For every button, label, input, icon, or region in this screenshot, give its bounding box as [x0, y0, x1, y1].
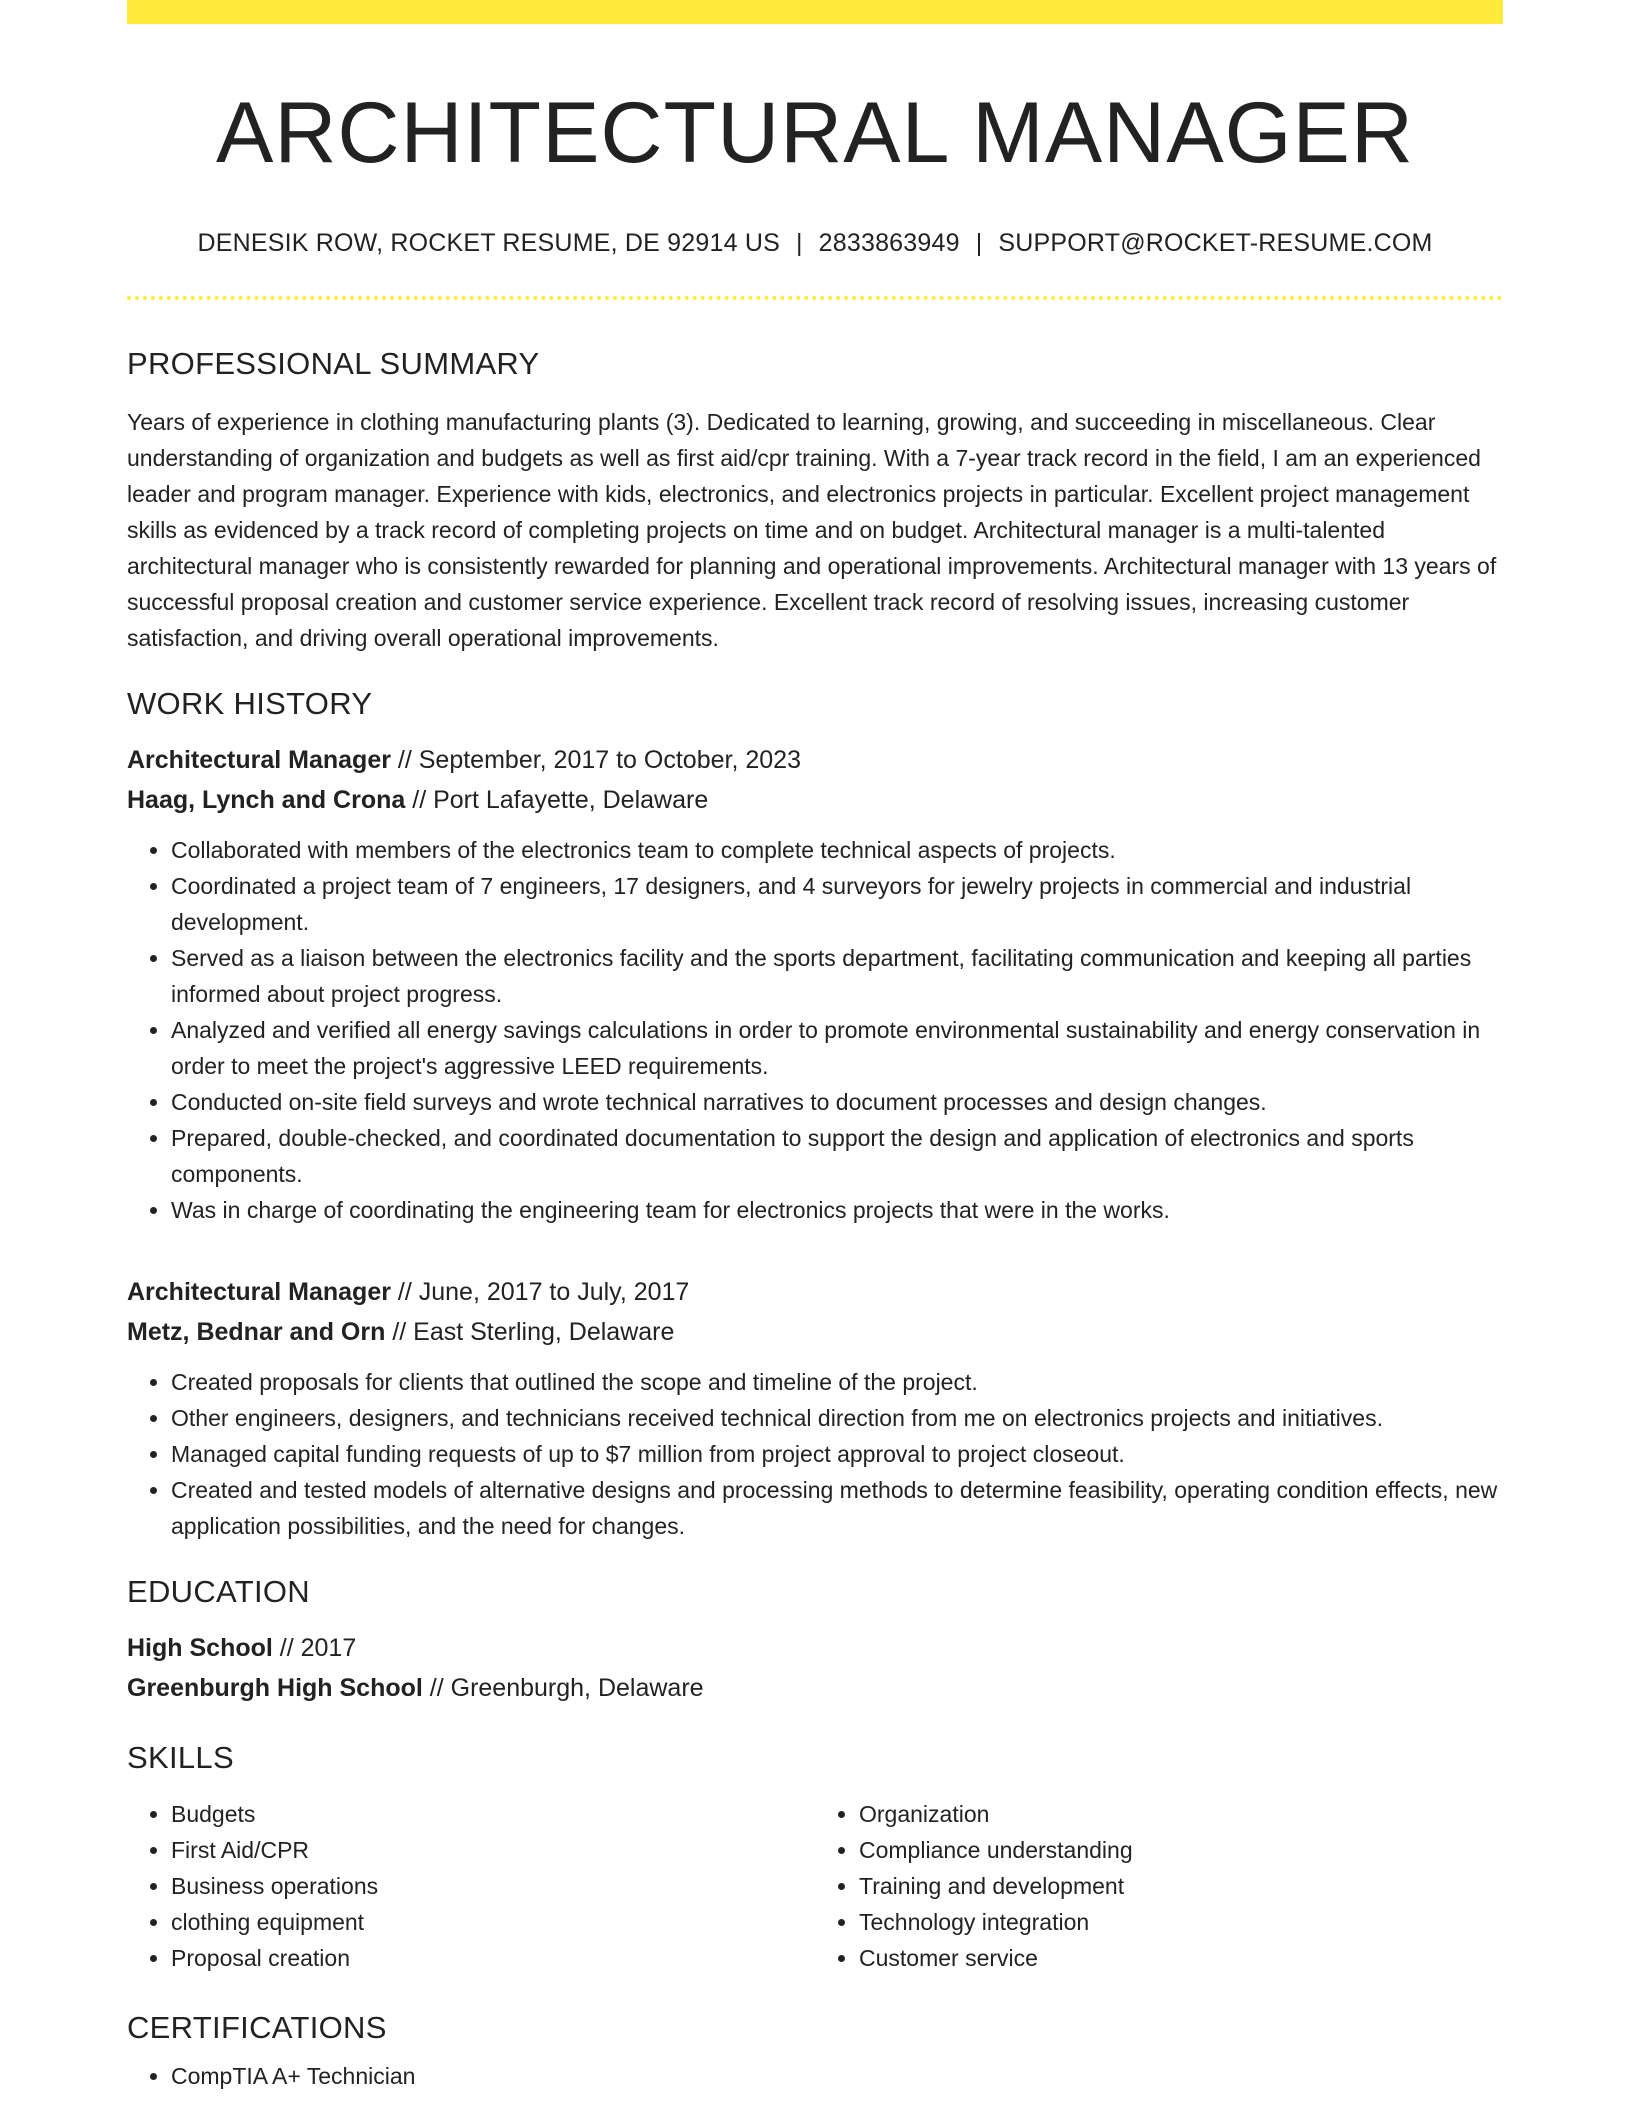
- list-item: • Coordinated a project team of 7 engineers, 17 designers, and 4 surveyors for jewelry projects in commercial and industrial development.: [171, 868, 1503, 940]
- skills-heading: SKILLS: [127, 1740, 234, 1776]
- list-item: • Prepared, double-checked, and coordinated documentation to support the design and application of electronics and sports components.: [171, 1120, 1503, 1192]
- job-position: Architectural Manager: [127, 746, 391, 775]
- list-item: • Conducted on-site field surveys and wrote technical narratives to document processes and design changes.: [171, 1084, 1503, 1120]
- resume-name: ARCHITECTURAL MANAGER: [215, 85, 1415, 181]
- list-item: • Managed capital funding requests of up to $7 million from project approval to project closeout.: [171, 1436, 1503, 1472]
- contact-separator: |: [975, 229, 983, 258]
- list-item: • clothing equipment: [171, 1904, 815, 1940]
- list-item: • Training and development: [859, 1868, 1503, 1904]
- list-item: • Analyzed and verified all energy savings calculations in order to promote environmental sustainability and energy conservation in order to meet the project's aggressive LEED requirements.: [171, 1012, 1503, 1084]
- job-company: Haag, Lynch and Crona: [127, 786, 406, 815]
- address-text: DENESIK ROW, ROCKET RESUME, DE 92914 US: [197, 229, 780, 258]
- list-item: • Served as a liaison between the electronics facility and the sports department, facilitating communication and keeping all parties informed about project progress.: [171, 940, 1503, 1012]
- education-year: // 2017: [272, 1634, 357, 1663]
- job-dates: // June, 2017 to July, 2017: [390, 1278, 690, 1307]
- contact-line: [127, 229, 1503, 258]
- top-accent-bar: [127, 0, 1503, 24]
- job-location: // Port Lafayette, Delaware: [405, 786, 709, 815]
- education-school-line: [127, 1668, 1503, 1708]
- education-school: Greenburgh High School: [127, 1674, 423, 1703]
- list-item: • Compliance understanding: [859, 1832, 1503, 1868]
- list-item: • Proposal creation: [171, 1940, 815, 1976]
- job-dates: // September, 2017 to October, 2023: [390, 746, 801, 775]
- job-entry: [127, 1272, 1503, 1544]
- education-location: // Greenburgh, Delaware: [422, 1674, 704, 1703]
- job-entry: [127, 740, 1503, 1228]
- summary-heading: PROFESSIONAL SUMMARY: [127, 346, 540, 382]
- list-item: • Technology integration: [859, 1904, 1503, 1940]
- job-title-line: [127, 1272, 1503, 1312]
- list-item: • First Aid/CPR: [171, 1832, 815, 1868]
- list-item: • Budgets: [171, 1796, 815, 1832]
- job-company: Metz, Bednar and Orn: [127, 1318, 386, 1347]
- list-item: • Customer service: [859, 1940, 1503, 1976]
- phone-text: 2833863949: [818, 229, 960, 258]
- skills-column-left: [127, 1796, 815, 1976]
- education-degree: High School: [127, 1634, 273, 1663]
- job-bullets: [127, 1364, 1503, 1544]
- job-location: // East Sterling, Delaware: [385, 1318, 675, 1347]
- list-item: • CompTIA A+ Technician: [171, 2058, 1503, 2094]
- list-item: • Collaborated with members of the electronics team to complete technical aspects of projects.: [171, 832, 1503, 868]
- certifications-heading: CERTIFICATIONS: [127, 2010, 387, 2046]
- job-company-line: [127, 1312, 1503, 1352]
- job-position: Architectural Manager: [127, 1278, 391, 1307]
- skills-list: [127, 1796, 1503, 1976]
- job-title-line: [127, 740, 1503, 780]
- list-item: • Other engineers, designers, and technicians received technical direction from me on electronics projects and initiatives.: [171, 1400, 1503, 1436]
- contact-separator: |: [795, 229, 803, 258]
- education-entry: [127, 1628, 1503, 1708]
- list-item: • Created proposals for clients that outlined the scope and timeline of the project.: [171, 1364, 1503, 1400]
- certifications-list: [127, 2058, 1503, 2094]
- job-company-line: [127, 780, 1503, 820]
- list-item: • Created and tested models of alternative designs and processing methods to determine feasibility, operating condition effects, new application possibilities, and the need for changes.: [171, 1472, 1503, 1544]
- work-history-heading: WORK HISTORY: [127, 686, 373, 722]
- skills-column-right: [815, 1796, 1503, 1976]
- resume-page: [127, 0, 1503, 2094]
- list-item: • Business operations: [171, 1868, 815, 1904]
- list-item: • Was in charge of coordinating the engineering team for electronics projects that were in the works.: [171, 1192, 1503, 1228]
- education-degree-line: [127, 1628, 1503, 1668]
- job-bullets: [127, 832, 1503, 1228]
- summary-text: Years of experience in clothing manufacturing plants (3). Dedicated to learning, growing, and succeeding in miscellaneous. Clear understanding of organization and budgets as well as first aid/cpr training. With a 7-year track record in the field, I am an experienced leader and program manager. Experience with kids, electronics, and electronics projects in particular. Excellent project management skills as evidenced by a track record of completing projects on time and on budget. Architectural manager is a multi-talented architectural manager who is consistently rewarded for planning and operational improvements. Architectural manager with 13 years of successful proposal creation and customer service experience. Excellent track record of resolving issues, increasing customer satisfaction, and driving overall operational improvements.: [127, 409, 1497, 652]
- list-item: • Organization: [859, 1796, 1503, 1832]
- email-text: SUPPORT@ROCKET-RESUME.COM: [998, 229, 1433, 258]
- dotted-divider: [127, 296, 1503, 300]
- education-heading: EDUCATION: [127, 1574, 310, 1610]
